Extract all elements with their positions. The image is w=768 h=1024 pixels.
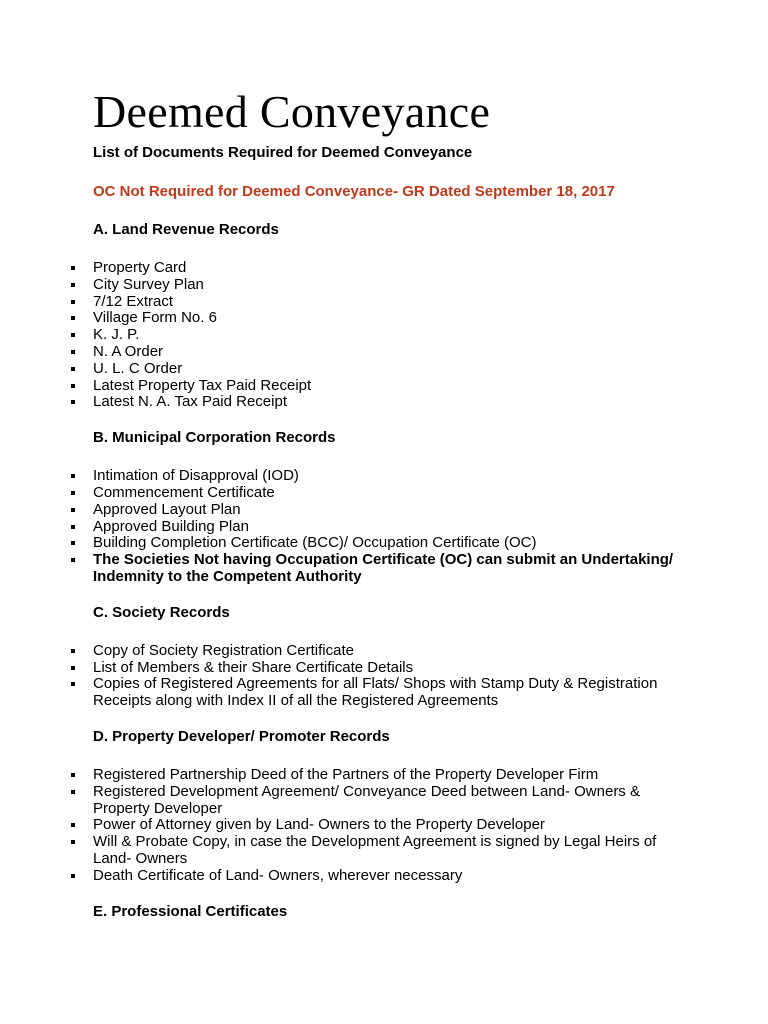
bullet-icon xyxy=(71,266,75,270)
section-heading-society: C. Society Records xyxy=(93,603,230,621)
bullet-icon xyxy=(71,823,75,827)
bullet-icon xyxy=(71,400,75,404)
list-item: Building Completion Certificate (BCC)/ Occupation Certificate (OC) xyxy=(93,535,693,552)
document-subtitle: List of Documents Required for Deemed Conveyance xyxy=(93,144,473,161)
bullet-icon xyxy=(71,283,75,287)
oc-notice: OC Not Required for Deemed Conveyance- GR Dated September 18, 2017 xyxy=(93,183,615,200)
section-heading-developer: D. Property Developer/ Promoter Records xyxy=(93,727,390,745)
list-item: 7/12 Extract xyxy=(93,294,693,311)
bullet-icon xyxy=(71,649,75,653)
list-item: Registered Partnership Deed of the Partners of the Property Developer Firm xyxy=(93,767,693,784)
list-item: Copy of Society Registration Certificate xyxy=(93,643,693,660)
document-page xyxy=(93,84,693,921)
bullet-icon xyxy=(71,316,75,320)
bullet-icon xyxy=(71,790,75,794)
list-item: Death Certificate of Land- Owners, wherever necessary xyxy=(93,868,693,885)
list-item: Approved Building Plan xyxy=(93,519,693,536)
bullet-icon xyxy=(71,682,75,686)
bullet-icon xyxy=(71,541,75,545)
bullet-icon xyxy=(71,350,75,354)
bullet-icon xyxy=(71,384,75,388)
list-item: Commencement Certificate xyxy=(93,485,693,502)
list-item: City Survey Plan xyxy=(93,277,693,294)
list-item: Registered Development Agreement/ Conveyance Deed between Land- Owners & Property Developer xyxy=(93,784,693,818)
list-item: Intimation of Disapproval (IOD) xyxy=(93,468,693,485)
bullet-icon xyxy=(71,558,75,562)
section-heading-professional: E. Professional Certificates xyxy=(93,902,288,920)
bullet-icon xyxy=(71,508,75,512)
land-revenue-list xyxy=(93,260,693,411)
bullet-icon xyxy=(71,474,75,478)
society-list xyxy=(93,643,693,710)
list-item: List of Members & their Share Certificate Details xyxy=(93,660,693,677)
municipal-list xyxy=(93,468,693,586)
section-heading-municipal: B. Municipal Corporation Records xyxy=(93,429,336,447)
list-item: Approved Layout Plan xyxy=(93,502,693,519)
bullet-icon xyxy=(71,666,75,670)
list-item: Property Card xyxy=(93,260,693,277)
list-item: Will & Probate Copy, in case the Development Agreement is signed by Legal Heirs of Land- Owners xyxy=(93,834,693,868)
page-title: Deemed Conveyance xyxy=(93,86,491,137)
section-heading-land-revenue: A. Land Revenue Records xyxy=(93,221,279,238)
developer-list xyxy=(93,767,693,885)
bullet-icon xyxy=(71,525,75,529)
list-item: Village Form No. 6 xyxy=(93,310,693,327)
list-item: U. L. C Order xyxy=(93,361,693,378)
list-item: Copies of Registered Agreements for all Flats/ Shops with Stamp Duty & Registration Receipts along with Index II of all the Registered Agreements xyxy=(93,676,693,710)
bullet-icon xyxy=(71,491,75,495)
bullet-icon xyxy=(71,874,75,878)
bullet-icon xyxy=(71,367,75,371)
list-item: Latest N. A. Tax Paid Receipt xyxy=(93,394,693,411)
list-item: N. A Order xyxy=(93,344,693,361)
bullet-icon xyxy=(71,333,75,337)
list-item: Power of Attorney given by Land- Owners to the Property Developer xyxy=(93,817,693,834)
list-item: Latest Property Tax Paid Receipt xyxy=(93,378,693,395)
bullet-icon xyxy=(71,840,75,844)
list-item: K. J. P. xyxy=(93,327,693,344)
bullet-icon xyxy=(71,773,75,777)
bullet-icon xyxy=(71,300,75,304)
list-item-bold: The Societies Not having Occupation Certificate (OC) can submit an Undertaking/ Indemnity to the Competent Authority xyxy=(93,552,693,586)
